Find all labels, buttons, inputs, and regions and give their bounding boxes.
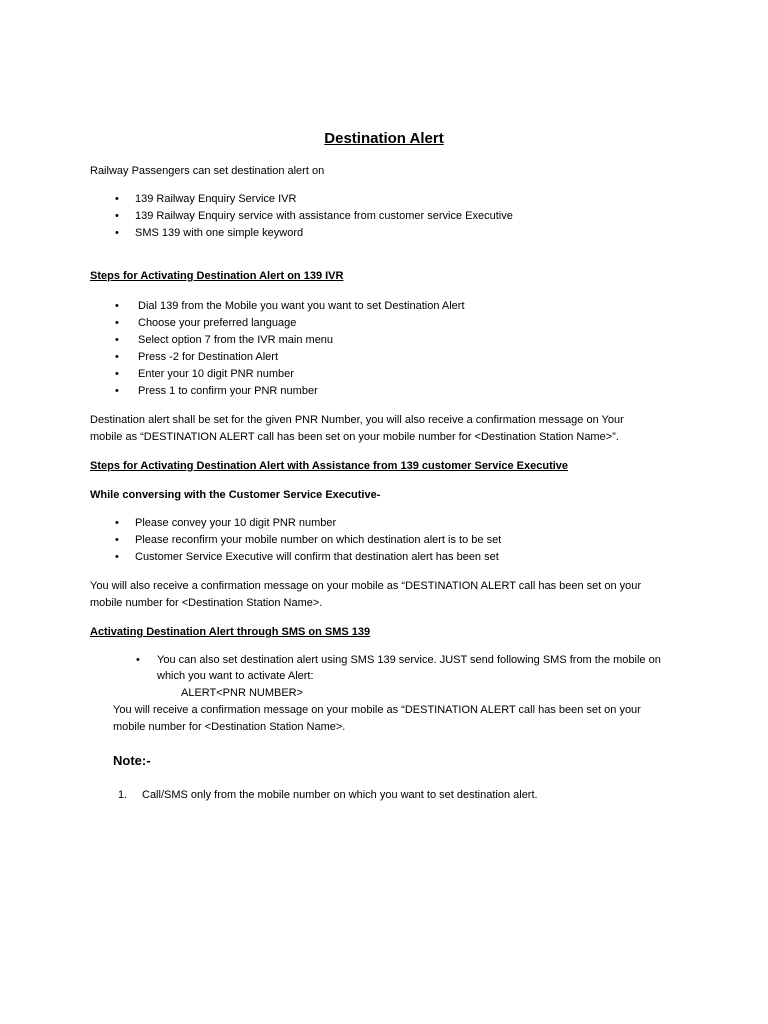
cse-heading: Steps for Activating Destination Alert with Assistance from 139 customer Service Executive [90, 460, 569, 472]
note-item-text: Call/SMS only from the mobile number on which you want to set destination alert. [142, 789, 538, 801]
ivr-paragraph-line-1: Destination alert shall be set for the given PNR Number, you will also receive a confirmation message on Your [90, 414, 624, 426]
bullet-icon: • [115, 227, 119, 239]
bullet-icon: • [115, 334, 119, 346]
sms-paragraph-line-2: mobile number for <Destination Station Name>. [113, 721, 346, 733]
cse-subheading: While conversing with the Customer Service Executive- [90, 489, 381, 501]
bullet-icon: • [115, 193, 119, 205]
document-page: Destination Alert Railway Passengers can set destination alert on • 139 Railway Enquiry Service IVR • 139 Railway Enquiry service with assistance from customer service Executive • SMS 139 with one simple keyword Steps for Activating Destination Alert on 139 IVR • Dial 139 from the Mobile you want you want to set Destination Alert • Choose your preferred language • Select option 7 from the IVR main menu • Press -2 for Destination Alert • Enter your 10 digit PNR number • Press 1 to confirm your PNR number Destination alert shall be set for the given PNR Number, you will also receive a confirmation message on Your mobile as “DESTINATION ALERT call has been set on your mobile number for <Destination Station Name>”. Steps for Activating Destination Alert with Assistance from 139 customer Service Executive While conversing with the Customer Service Executive- • Please convey your 10 digit PNR number • Please reconfirm your mobile number on which destination alert is to be set • Customer Service Executive will confirm that destination alert has been set You will also receive a confirmation message on your mobile as “DESTINATION ALERT call has been set on your mobile number for <Destination Station Name>. Activating Destination Alert through SMS on SMS 139 • You can also set destination alert using SMS 139 service. JUST send following SMS from the mobile on which you want to activate Alert: ALERT<PNR NUMBER> You will receive a confirmation message on your mobile as “DESTINATION ALERT call has been set on your mobile number for <Destination Station Name>. Note:- 1. Call/SMS only from the mobile number on which you want to set destination alert. [0, 0, 768, 1024]
bullet-icon: • [115, 517, 119, 529]
ivr-heading: Steps for Activating Destination Alert on 139 IVR [90, 270, 344, 282]
bullet-icon: • [115, 351, 119, 363]
bullet-icon: • [115, 551, 119, 563]
note-heading: Note:- [113, 753, 151, 768]
ivr-paragraph-line-2: mobile as “DESTINATION ALERT call has been set on your mobile number for <Destination Station Name>”. [90, 431, 619, 443]
sms-keyword: ALERT<PNR NUMBER> [181, 687, 304, 699]
bullet-icon: • [115, 368, 119, 380]
bullet-icon: • [115, 317, 119, 329]
cse-paragraph-line-2: mobile number for <Destination Station Name>. [90, 597, 323, 609]
note-item-number: 1. [118, 789, 128, 801]
bullet-icon: • [115, 210, 119, 222]
sms-bullet-line-1: You can also set destination alert using SMS 139 service. JUST send following SMS from the mobile on [157, 654, 661, 666]
bullet-icon: • [115, 385, 119, 397]
bullet-icon: • [136, 654, 140, 666]
page-title: Destination Alert [324, 130, 444, 147]
intro-text: Railway Passengers can set destination alert on [90, 165, 325, 177]
bullet-icon: • [115, 300, 119, 312]
sms-heading: Activating Destination Alert through SMS on SMS 139 [90, 626, 371, 638]
bullet-icon: • [115, 534, 119, 546]
sms-bullet-line-2: which you want to activate Alert: [157, 670, 314, 682]
sms-paragraph-line-1: You will receive a confirmation message on your mobile as “DESTINATION ALERT call has been set on your [113, 704, 641, 716]
cse-paragraph-line-1: You will also receive a confirmation message on your mobile as “DESTINATION ALERT call has been set on your [90, 580, 642, 592]
